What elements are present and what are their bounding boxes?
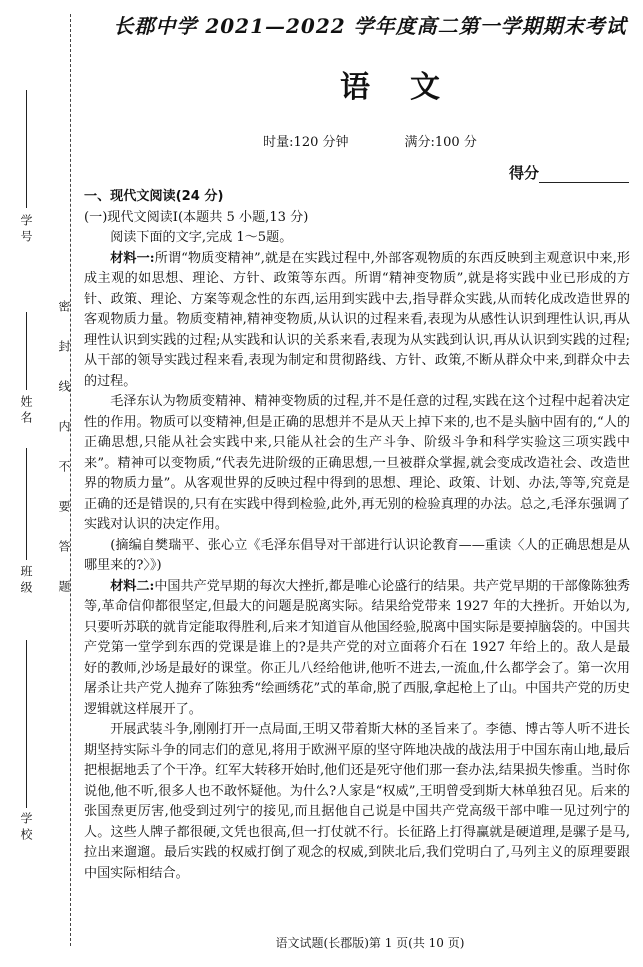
score-box [509, 162, 629, 183]
reading-content [84, 187, 630, 884]
score-blank[interactable] [539, 168, 629, 183]
time-limit: 时量:120 分钟 [263, 135, 349, 150]
score-label: 得分 [508, 164, 539, 182]
subsection-heading: (一)现代文阅读Ⅰ(本题共 5 小题,13 分) [84, 209, 309, 225]
material2-paragraph1 [84, 577, 630, 721]
exam-meta [110, 131, 630, 150]
material1-paragraph1 [84, 249, 630, 393]
name-label: 姓名 [19, 395, 33, 427]
material2-text1: 中国共产党早期的每次大挫折,都是唯心论盛行的结果。共产党早期的干部像陈独秀等,革命信仰都很坚定,但最大的问题是脱离实际。结果给党带来 1927 年的大挫折。开始以为,只要听苏联的就肯定能取得胜利,后来才知道盲从他国经验,脱离中国实际是要掉脑袋的。中国共产党第一堂学到东西的党课是谁上的?是共产党的对立面蒋介石在 1927 年给上的。敌人是最好的教师,沙场是最好的课堂。你正儿八经给他讲,他听不进去,一流血,什么都学会了。第一次用屠杀让共产党人抛弃了陈独秀“绘画绣花”式的革命,脱了西服,拿起枪上了山。中国共产党的历史逻辑就这样展开了。 [84, 578, 630, 717]
material1-paragraph2: 毛泽东认为物质变精神、精神变物质的过程,并不是任意的过程,实践在这个过程中起着决定性的作用。物质可以变精神,但是正确的思想并不是从天上掉下来的,也不是头脑中固有的,“人的正确思想,只能从社会实践中来,只能从社会的生产斗争、阶级斗争和科学实验这三项实践中来”。精神可以变物质,“代表先进阶级的正确思想,一旦被群众掌握,就会变成改造社会、改造世界的物质力量”。从客观世界的反映过程中得到的思想、理论、政策、计划、办法,等等,究竟是正确的还是错误的,只有在实践中得到检验,此外,再无别的检验真理的办法。总之,毛泽东强调了实践对认识的决定作用。 [84, 394, 630, 532]
class-label: 班级 [19, 565, 33, 597]
material2-paragraph2: 开展武装斗争,刚刚打开一点局面,王明又带着斯大林的圣旨来了。李德、博古等人听不进长期坚持实际斗争的同志们的意见,将用于欧洲平原的坚守阵地决战的战法用于中国东南山地,最后把根据地丢了个干净。红军大转移开始时,他们还是死守他们那一套办法,结果损失惨重。当时你说他,他不听,很多人也不敢怀疑他。为什么?人家是“权威”,王明曾受到斯大林单独召见。后来的张国焘更厉害,他受到过列宁的接见,而且据他自己说是中国共产党高级干部中唯一见过列宁的人。这些人牌子都很硬,文凭也很高,但一打仗就不行。长征路上打得赢就是硬道理,是骡子是马,拉出来遛遛。最后实践的权威打倒了观念的权威,到陕北后,我们党明白了,马列主义的原理要跟中国实际相结合。 [84, 722, 630, 881]
page-footer: 语文试题(长郡版)第 1 页(共 10 页) [275, 936, 465, 950]
exam-title: 长郡中学 2021—2022 学年度高二第一学期期末考试 [113, 14, 627, 38]
seal-line-notice: 密封线内不要答题 [57, 300, 71, 620]
binding-dashed-line [70, 14, 71, 946]
full-score: 满分:100 分 [404, 135, 477, 150]
material1-source: (摘编自樊瑞平、张心立《毛泽东倡导对干部进行认识论教育——重读〈人的正确思想是从哪里来的?〉》) [84, 537, 630, 573]
section-heading: 一、现代文阅读(24 分) [84, 189, 224, 204]
name-blank-line[interactable] [26, 312, 27, 390]
instruction: 阅读下面的文字,完成 1～5题。 [110, 230, 293, 245]
student-id-label: 学号 [19, 214, 33, 246]
school-label: 学校 [19, 812, 33, 844]
school-blank-line[interactable] [26, 640, 27, 808]
material1-text1: 所谓“物质变精神”,就是在实践过程中,外部客观物质的东西反映到主观意识中来,形成主观的如思想、理论、方针、政策等东西。所谓“精神变物质”,就是将实践中业已形成的方针、政策、理论、方案等观念性的东西,运用到实践中去,指导群众实践,从而转化成改造世界的客观物质力量。物质变精神,精神变物质,从认识的过程来看,表现为从感性认识到理性认识,再从理性认识到实践的过程;从实践和认识的关系来看,表现为从实践到认识,再从认识到实践的过程;从干部的领导实践过程来看,表现为制定和贯彻路线、方针、政策,不断从群众中来,到群众中去的过程。 [84, 250, 630, 389]
material2-label: 材料二: [110, 578, 155, 594]
subject-title: 语文 [340, 70, 480, 105]
material1-label: 材料一: [110, 250, 155, 266]
student-id-blank-line[interactable] [26, 90, 27, 208]
class-blank-line[interactable] [26, 448, 27, 560]
